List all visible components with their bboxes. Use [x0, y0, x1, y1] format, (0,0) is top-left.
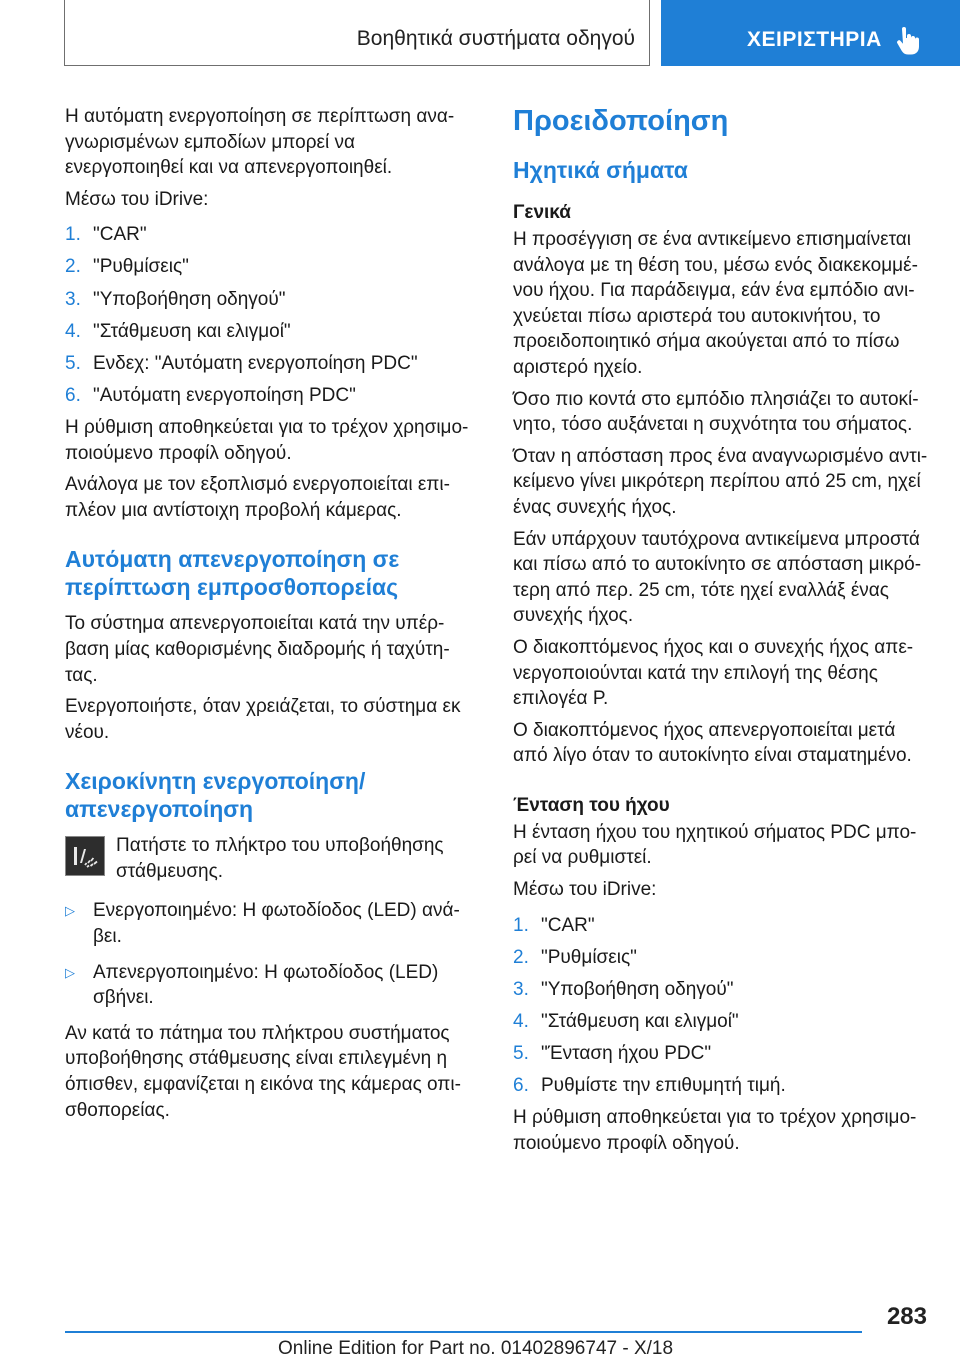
- warning-heading: Προειδοποίηση: [513, 105, 729, 137]
- intro-text: Η αυτόματη ενεργοποίηση σε περίπτωση ανα-γνωρισμένων εμποδίων μπορεί να ενεργοποιηθεί και να απενεργοποιηθεί.: [65, 106, 455, 179]
- general-text-5: Ο διακοπτόμενος ήχος και ο συνεχής ήχος απε-νεργοποιούνται κατά την επιλογή της θέσης επιλογέα P.: [513, 636, 914, 710]
- led-status-list: [65, 898, 475, 1010]
- pdc-button-icon: [65, 836, 105, 876]
- auto-off-heading: Αυτόματη απενεργοποίηση σε περίπτωση εμπροσθοπορείας: [65, 546, 400, 601]
- list-item: 6. "Αυτόματη ενεργοποίηση PDC": [65, 384, 356, 406]
- reactivate-text: Ενεργοποιήστε, όταν χρειάζεται, το σύστημα εκ νέου.: [65, 696, 461, 743]
- general-text-3: Όταν η απόσταση προς ένα αναγνωρισμένο αντι-κείμενο γίνει μικρότερη περίπου από 25 cm, ηχεί ένας συνεχής ήχος.: [513, 445, 928, 518]
- manual-heading: Χειροκίνητη ενεργοποίηση/ απενεργοποίηση: [65, 768, 366, 823]
- general-text-6: Ο διακοπτόμενος ήχος απενεργοποιείται μετά από λίγο όταν το αυτοκίνητο είναι σταματημένο.: [513, 719, 912, 767]
- footer-divider: [65, 1331, 862, 1333]
- general-text-4: Εάν υπάρχουν ταυτόχρονα αντικείμενα μπροστά και πίσω από το αυτοκίνητο σε απόσταση μικρό-τερη από περ. 25 cm, τότε ηχεί εναλλάξ ένας συνεχής ήχος.: [513, 528, 922, 627]
- list-item: 5. "Ένταση ήχου PDC": [513, 1043, 712, 1065]
- idrive-via: Μέσω του iDrive:: [513, 879, 657, 901]
- idrive-via: Μέσω του iDrive:: [65, 188, 209, 210]
- list-item: ▷ Απενεργοποιημένο: Η φωτοδίοδος (LED) σβήνει.: [65, 960, 475, 1011]
- list-item: 3. "Υποβοήθηση οδηγού": [65, 288, 286, 310]
- camera-note: Αν κατά το πάτημα του πλήκτρου συστήματος υποβοήθησης στάθμευσης είναι επιλεγμένη η όπισθεν, εμφανίζεται η εικόνα της κάμερας οπι-σθοπορείας.: [65, 1022, 461, 1121]
- list-item: 2. "Ρυθμίσεις": [513, 946, 637, 968]
- press-button-text: Πατήστε το πλήκτρο του υποβοήθησης στάθμευσης.: [116, 835, 444, 882]
- list-item: 3. "Υποβοήθηση οδηγού": [513, 978, 734, 1000]
- right-column: [513, 104, 931, 1162]
- list-item: 1. "CAR": [65, 224, 147, 246]
- list-item: 1. "CAR": [513, 914, 595, 936]
- pdc-button-row: [65, 833, 475, 884]
- chapter-title: Βοηθητικά συστήματα οδηγού: [356, 27, 635, 50]
- section-tab: [661, 0, 960, 66]
- general-text-1: Η προσέγγιση σε ένα αντικείμενο επισημαίνεται ανάλογα με τη θέση του, μέσω ενός διακεκομμέ-νου ήχου. Για παράδειγμα, εάν ένα εμπόδιο ανι-χνεύεται πίσω αριστερά του αυτοκινήτου, το προειδοποιητικό σήμα ακούγεται από το πίσω αριστερό ηχείο.: [513, 229, 918, 378]
- list-item: 4. "Στάθμευση και ελιγμοί": [65, 320, 291, 342]
- chapter-tab: [64, 0, 650, 66]
- saved-note: Η ρύθμιση αποθηκεύεται για το τρέχον χρησιμο-ποιούμενο προφίλ οδηγού.: [513, 1107, 917, 1154]
- hand-pointer-icon: [893, 26, 923, 56]
- list-item: 6. Ρυθμίστε την επιθυμητή τιμή.: [513, 1075, 786, 1097]
- list-item: 2. "Ρυθμίσεις": [65, 256, 189, 278]
- list-item: ▷ Ενεργοποιημένο: Η φωτοδίοδος (LED) ανά-βει.: [65, 898, 475, 949]
- triangle-bullet-icon: ▷: [65, 903, 75, 919]
- equipment-note: Ανάλογα με τον εξοπλισμό ενεργοποιείται επι-πλέον μια αντίστοιχη προβολή κάμερας.: [65, 474, 450, 521]
- acoustic-signals-heading: Ηχητικά σήματα: [513, 157, 688, 183]
- list-item: 5. Ενδεχ: "Αυτόματη ενεργοποίηση PDC": [65, 352, 418, 374]
- triangle-bullet-icon: ▷: [65, 964, 75, 980]
- general-text-2: Όσο πιο κοντά στο εμπόδιο πλησιάζει το αυτοκί-νητο, τόσο αυξάνεται η συχνότητα του σήματος.: [513, 388, 919, 436]
- idrive-steps-left: [65, 222, 475, 408]
- edition-note: Online Edition for Part no. 01402896747 - X/18: [278, 1338, 674, 1359]
- list-item: 4. "Στάθμευση και ελιγμοί": [513, 1010, 739, 1032]
- left-column: [65, 104, 475, 1129]
- volume-heading: Ένταση του ήχου: [513, 794, 670, 816]
- saved-note: Η ρύθμιση αποθηκεύεται για το τρέχον χρησιμο-ποιούμενο προφίλ οδηγού.: [65, 416, 469, 464]
- idrive-steps-right: [513, 913, 931, 1099]
- volume-text: Η ένταση ήχου του ηχητικού σήματος PDC μπο-ρεί να ρυθμιστεί.: [513, 821, 917, 869]
- page-number: 283: [886, 1303, 927, 1330]
- section-title: ΧΕΙΡΙΣΤΗΡΙΑ: [747, 28, 882, 51]
- auto-off-text: Το σύστημα απενεργοποιείται κατά την υπέρ-βαση μίας καθορισμένης διαδρομής ή ταχύτη-τας.: [65, 613, 450, 686]
- general-heading: Γενικά: [513, 202, 571, 223]
